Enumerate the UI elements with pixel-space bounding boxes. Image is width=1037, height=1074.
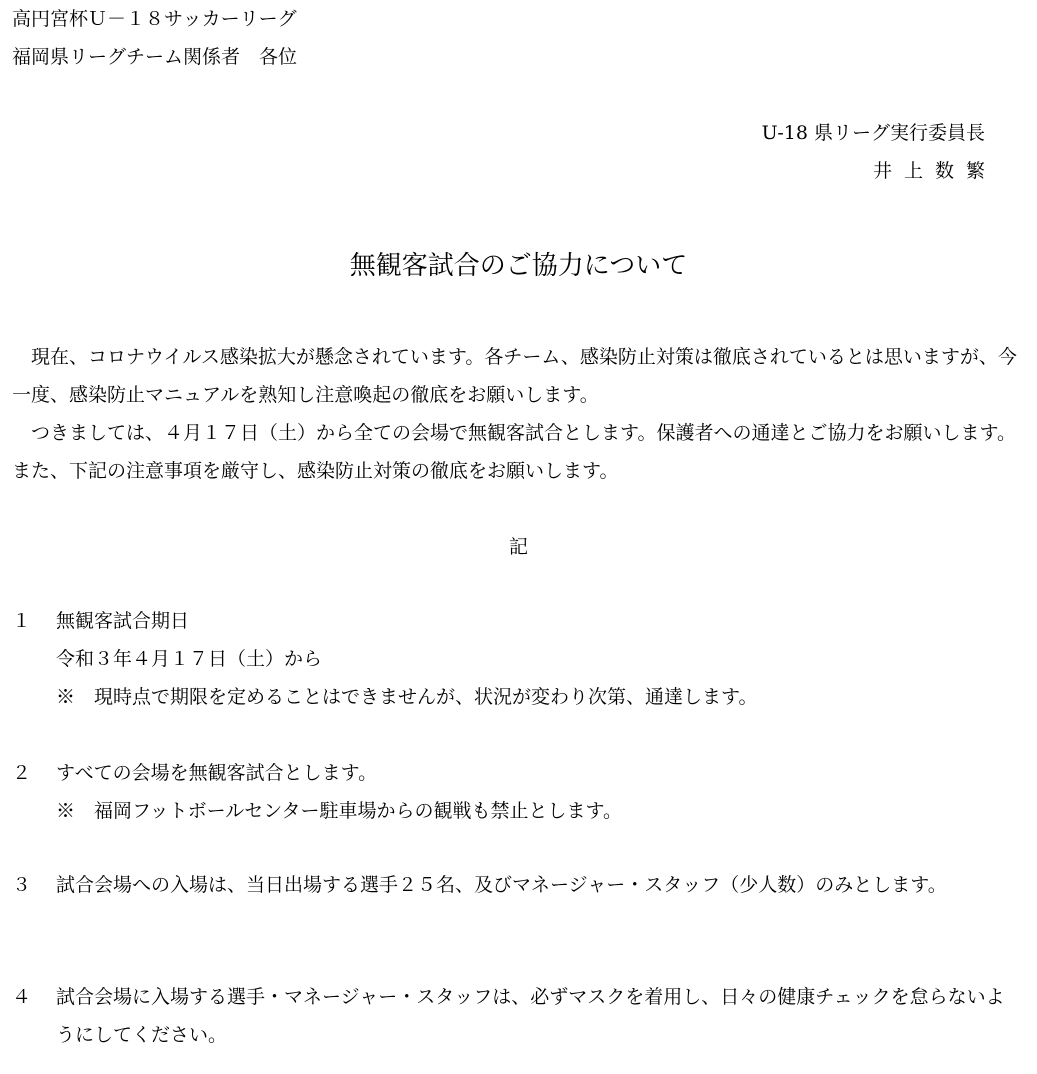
item-text: 試合会場に入場する選手・マネージャー・スタッフは、必ずマスクを着用し、日々の健康チェックを怠らないようにしてください。 xyxy=(56,986,1005,1046)
item-heading: すべての会場を無観客試合とします。 xyxy=(56,762,378,784)
sender-name: 井上数繁 xyxy=(872,160,997,182)
item-date: 令和３年４月１７日（土）から xyxy=(56,648,323,670)
item-content xyxy=(56,602,1022,716)
body-text xyxy=(12,338,1032,490)
body-paragraph-2: つきましては、４月１７日（土）から全ての会場で無観客試合とします。保護者への通達とご協力をお願いします。また、下記の注意事項を厳守し、感染防止対策の徹底をお願いします。 xyxy=(12,422,1016,482)
document-title: 無観客試合のご協力について xyxy=(349,251,688,281)
item-content xyxy=(56,866,1022,904)
item-number: ４ xyxy=(12,986,32,1008)
item-number: ２ xyxy=(12,762,32,784)
ki-label: 記 xyxy=(508,536,528,558)
recipient-teams: 福岡県リーグチーム関係者 各位 xyxy=(12,46,298,68)
item-heading: 無観客試合期日 xyxy=(56,610,190,632)
item-content xyxy=(56,754,1022,830)
item-number: ３ xyxy=(12,874,32,896)
item-content xyxy=(56,978,1022,1054)
body-paragraph-1: 現在、コロナウイルス感染拡大が懸念されています。各チーム、感染防止対策は徹底されているとは思いますが、今一度、感染防止マニュアルを熟知し注意喚起の徹底をお願いします。 xyxy=(12,346,1017,406)
recipient-league: 高円宮杯Ｕ－１８サッカーリーグ xyxy=(12,8,297,30)
recipients-block xyxy=(12,0,912,76)
item-note: ※ 福岡フットボールセンター駐車場からの観戦も禁止とします。 xyxy=(56,800,623,822)
item-number: １ xyxy=(12,610,32,632)
sender-block xyxy=(761,114,997,190)
item-text: 試合会場への入場は、当日出場する選手２５名、及びマネージャー・スタッフ（少人数）のみとします。 xyxy=(56,874,947,896)
sender-title: U-18 県リーグ実行委員長 xyxy=(761,122,985,144)
item-note: ※ 現時点で期限を定めることはできませんが、状況が変わり次第、通達します。 xyxy=(56,686,758,708)
